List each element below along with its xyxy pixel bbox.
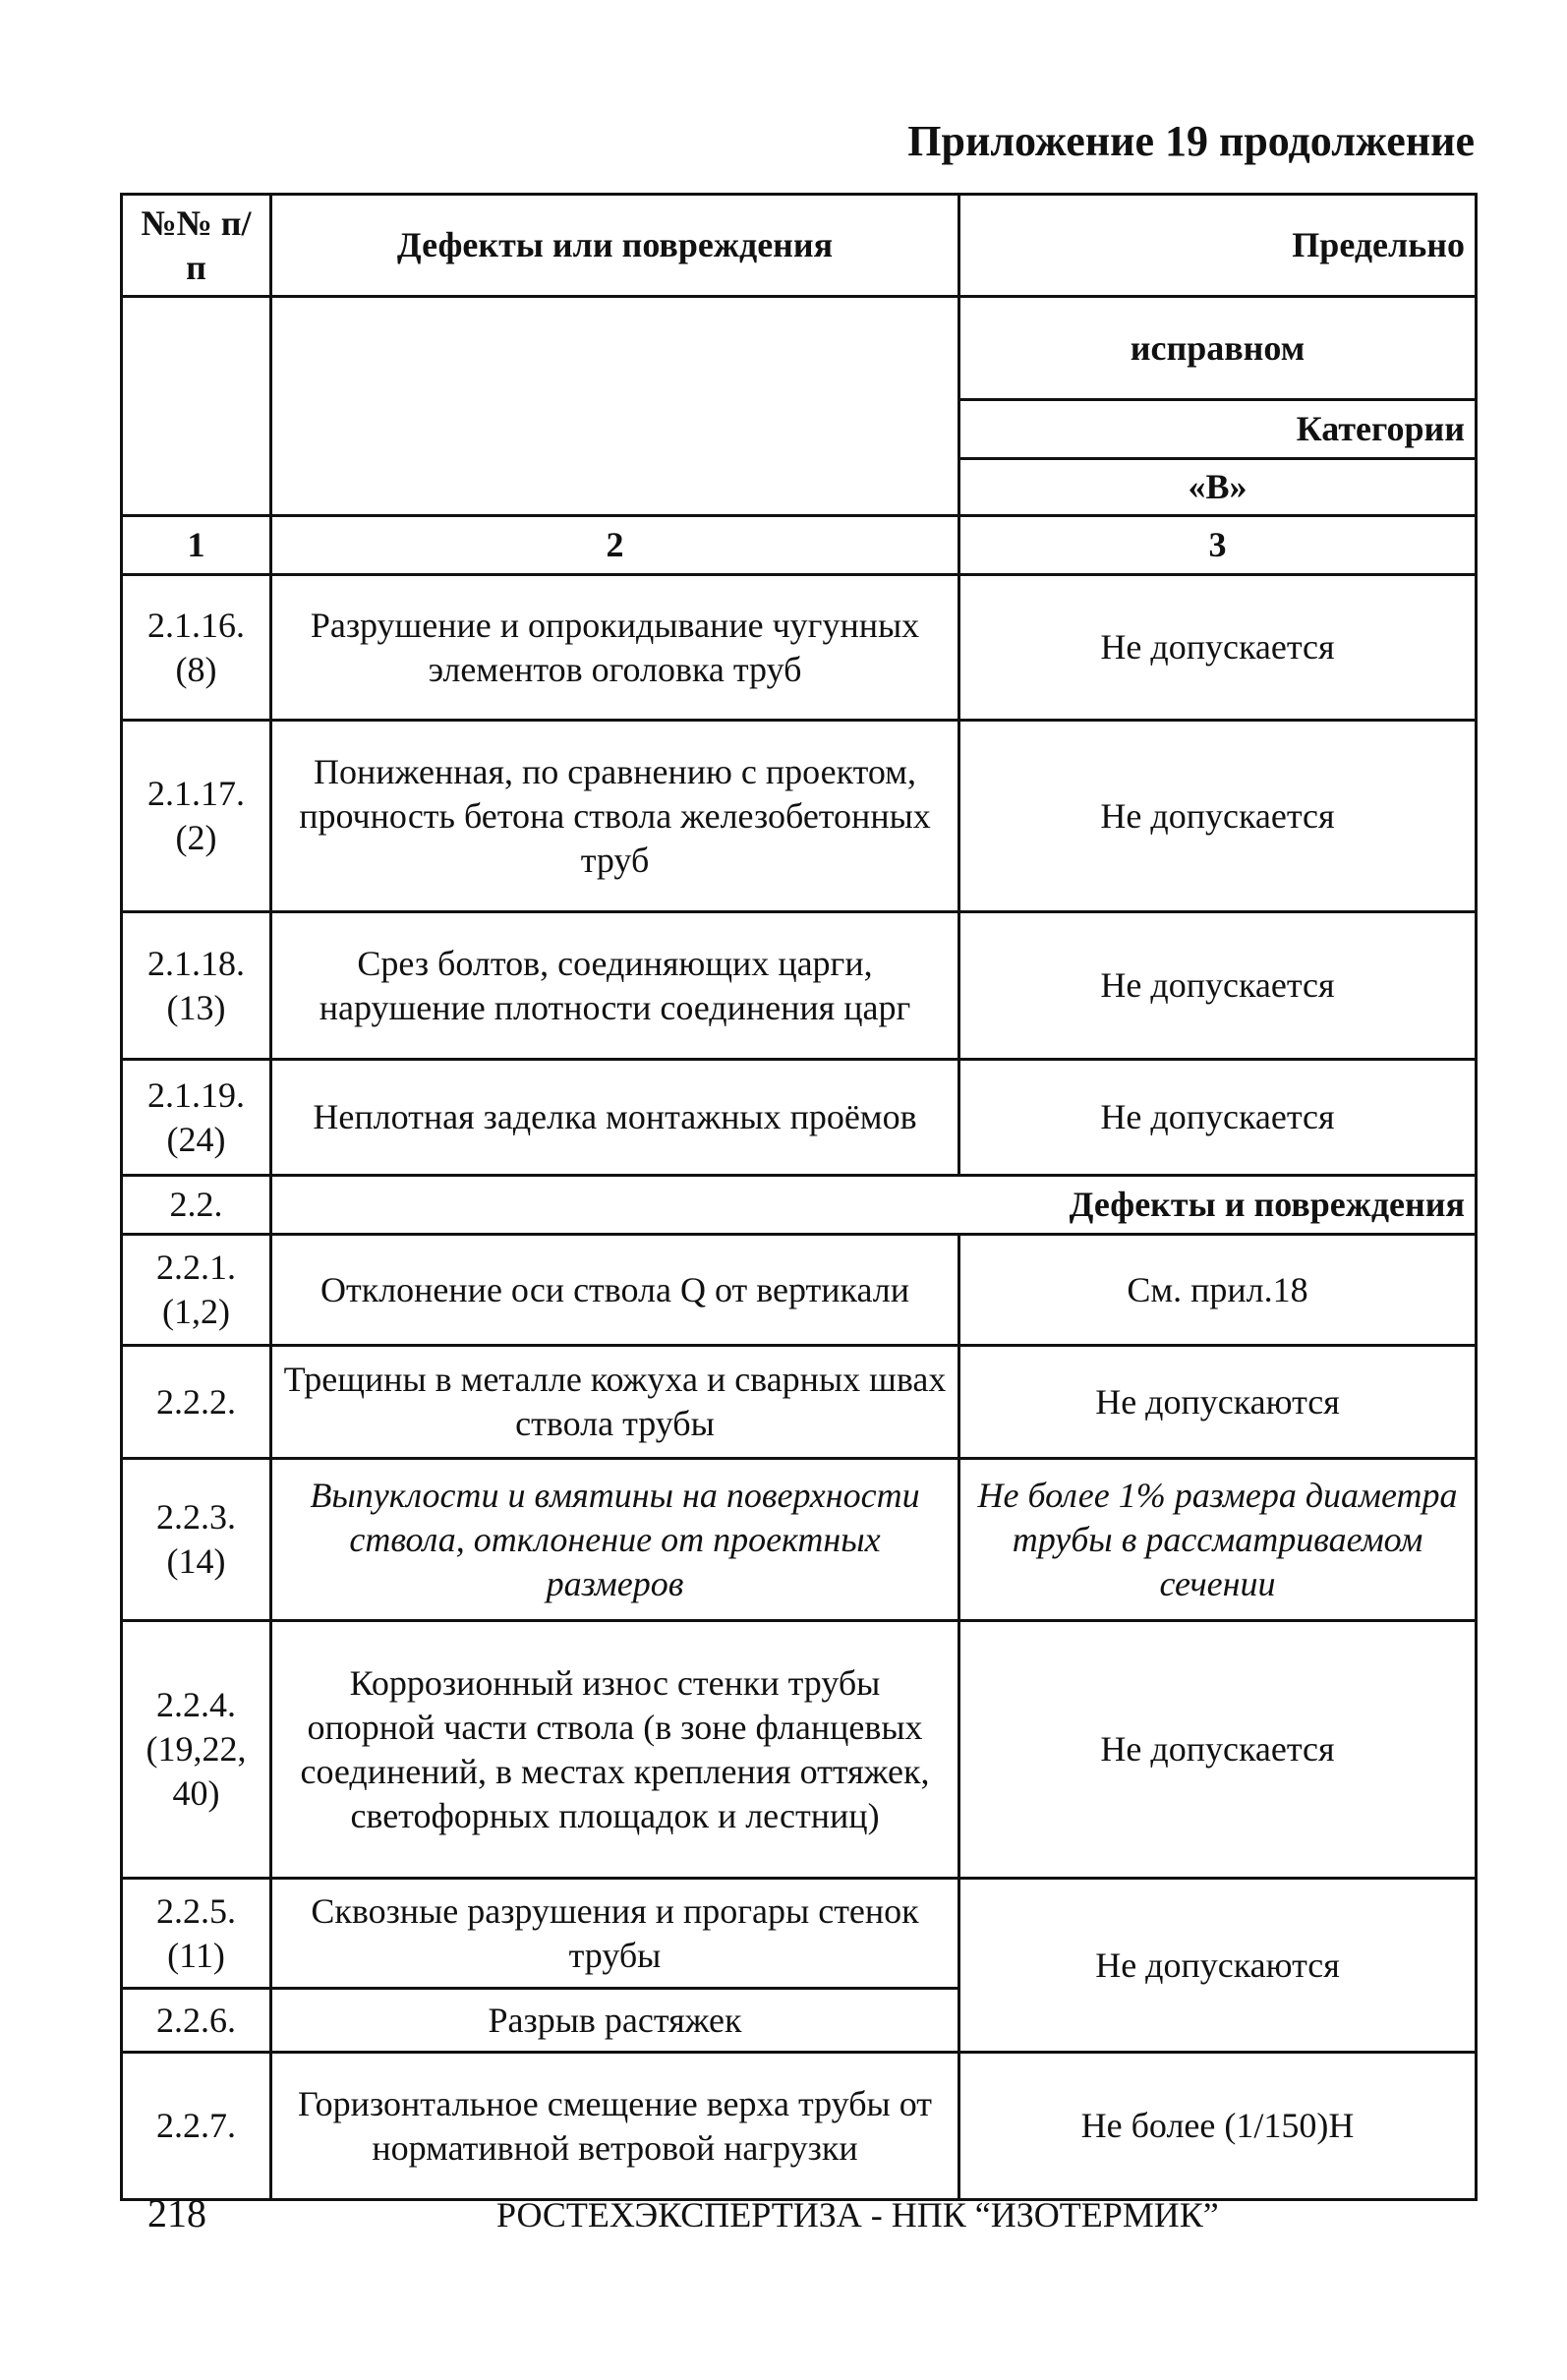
row-number: 2.1.16. (8) (122, 575, 271, 721)
row-defect: Разрушение и опрокидывание чугунных элементов оголовка труб (271, 575, 959, 721)
row-defect: Пониженная, по сравнению с проектом, прочность бетона ствола железобетонных труб (271, 721, 959, 912)
row-number: 2.2.4. (19,22, 40) (122, 1621, 271, 1879)
row-number: 2.2.2. (122, 1346, 271, 1459)
row-number: 2.2.6. (122, 1989, 271, 2053)
row-number: 2.2.5. (11) (122, 1879, 271, 1989)
column-number-3: 3 (959, 516, 1477, 575)
empty-cell (122, 297, 271, 516)
table-row (122, 1459, 1477, 1621)
table-row (122, 1060, 1477, 1176)
table-row (122, 1235, 1477, 1346)
row-defect: Срез болтов, соединяющих царги, нарушение плотности соединения царг (271, 912, 959, 1060)
row-limit: Не допускается (959, 575, 1477, 721)
table-row (122, 1346, 1477, 1459)
row-defect: Неплотная заделка монтажных проёмов (271, 1060, 959, 1176)
row-number: 2.1.17. (2) (122, 721, 271, 912)
row-defect: Сквозные разрушения и прогары стенок трубы (271, 1879, 959, 1989)
state-row (122, 297, 1477, 400)
row-number: 2.1.18. (13) (122, 912, 271, 1060)
row-defect: Разрыв растяжек (271, 1989, 959, 2053)
row-limit: Не допускается (959, 912, 1477, 1060)
publisher-footer: РОСТЕХЭКСПЕРТИЗА - НПК “ИЗОТЕРМИК” (496, 2195, 1219, 2235)
row-number: 2.2.1. (1,2) (122, 1235, 271, 1346)
row-limit: Не допускается (959, 1060, 1477, 1176)
page-number: 218 (147, 2191, 206, 2235)
defects-table (120, 193, 1478, 2201)
row-defect: Коррозионный износ стенки трубы опорной части ствола (в зоне фланцевых соединений, в местах крепления оттяжек, светофорных площадок и лестниц) (271, 1621, 959, 1879)
table-row (122, 575, 1477, 721)
row-number: 2.2.7. (122, 2053, 271, 2200)
table-row (122, 1621, 1477, 1879)
row-limit: Не допускаются (959, 1879, 1477, 2053)
category-value: «В» (959, 459, 1477, 516)
row-limit: Не допускаются (959, 1346, 1477, 1459)
column-number-2: 2 (271, 516, 959, 575)
col-limit-header: Предельно (959, 195, 1477, 297)
row-limit: Не допускается (959, 721, 1477, 912)
row-defect: Трещины в металле кожуха и сварных швах ствола трубы (271, 1346, 959, 1459)
empty-cell (271, 297, 959, 516)
table-row (122, 2053, 1477, 2200)
table-row (122, 721, 1477, 912)
category-label: Категории (959, 400, 1477, 459)
state-label: исправном (959, 297, 1477, 400)
row-defect: Горизонтальное смещение верха трубы от нормативной ветровой нагрузки (271, 2053, 959, 2200)
appendix-caption: Приложение 19 продолжение (907, 117, 1475, 165)
column-numbers-row (122, 516, 1477, 575)
row-limit: Не более 1% размера диаметра трубы в рассматриваемом сечении (959, 1459, 1477, 1621)
col-defects-header: Дефекты или повреждения (271, 195, 959, 297)
row-limit: Не более (1/150)H (959, 2053, 1477, 2200)
row-defect: Выпуклости и вмятины на поверхности ствола, отклонение от проектных размеров (271, 1459, 959, 1621)
section-number: 2.2. (122, 1176, 271, 1235)
table-row (122, 912, 1477, 1060)
section-title: Дефекты и повреждения (271, 1176, 1477, 1235)
section-row (122, 1176, 1477, 1235)
row-defect: Отклонение оси ствола Q от вертикали (271, 1235, 959, 1346)
column-number-1: 1 (122, 516, 271, 575)
row-number: 2.2.3. (14) (122, 1459, 271, 1621)
row-limit: См. прил.18 (959, 1235, 1477, 1346)
table-row (122, 1879, 1477, 1989)
col-number-header: №№ п/п (122, 195, 271, 297)
row-number: 2.1.19. (24) (122, 1060, 271, 1176)
row-limit: Не допускается (959, 1621, 1477, 1879)
header-row (122, 195, 1477, 297)
